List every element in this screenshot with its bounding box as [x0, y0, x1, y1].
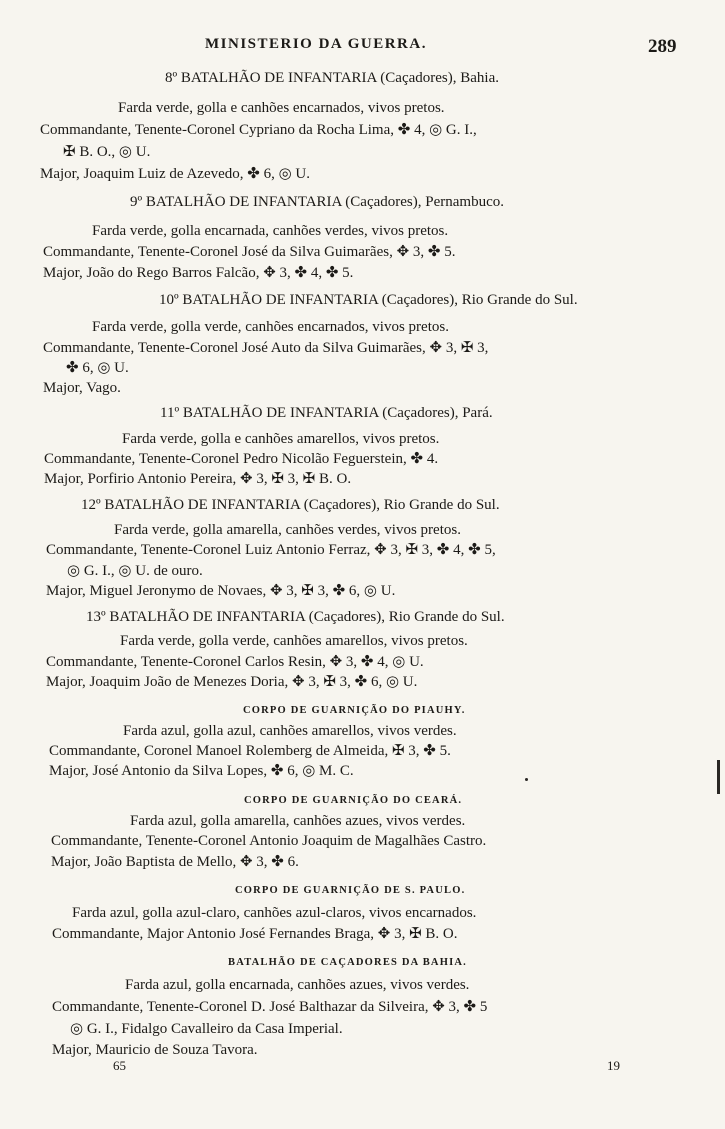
commandant-line: Commandante, Major Antonio José Fernandes Braga, ✥ 3, ✠ B. O.	[52, 926, 458, 942]
section-heading-10: 10º BATALHÃO DE INFANTARIA (Caçadores), Rio Grande do Sul.	[159, 292, 578, 308]
section-heading-12: 12º BATALHÃO DE INFANTARIA (Caçadores), Rio Grande do Sul.	[81, 497, 500, 513]
major-line: Major, João do Rego Barros Falcão, ✥ 3, ✤ 4, ✤ 5.	[43, 265, 354, 281]
page-header	[0, 36, 725, 62]
uniform-line: Farda verde, golla e canhões encarnados, vivos pretos.	[118, 100, 445, 116]
commandant-line: Commandante, Tenente-Coronel Luiz Antonio Ferraz, ✥ 3, ✠ 3, ✤ 4, ✤ 5,	[46, 542, 496, 558]
section-heading-13: 13º BATALHÃO DE INFANTARIA (Caçadores), Rio Grande do Sul.	[86, 609, 505, 625]
running-head: MINISTERIO DA GUERRA.	[205, 36, 427, 52]
section-heading-9: 9º BATALHÃO DE INFANTARIA (Caçadores), Pernambuco.	[130, 194, 504, 210]
uniform-line: Farda verde, golla verde, canhões encarnados, vivos pretos.	[92, 319, 449, 335]
commandant-line-cont: ◎ G. I., ◎ U. de ouro.	[67, 563, 203, 579]
commandant-line: Commandante, Tenente-Coronel Antonio Joaquim de Magalhães Castro.	[51, 833, 487, 849]
uniform-line: Farda azul, golla amarella, canhões azues, vivos verdes.	[130, 813, 466, 829]
commandant-line: Commandante, Tenente-Coronel D. José Balthazar da Silveira, ✥ 3, ✤ 5	[52, 999, 488, 1015]
commandant-line-cont: ✤ 6, ◎ U.	[66, 360, 129, 376]
section-heading-sao-paulo: CORPO DE GUARNIÇÃO DE S. PAULO.	[235, 885, 466, 896]
signature-mark-left: 65	[113, 1058, 126, 1073]
page-footer	[0, 1058, 725, 1078]
uniform-line: Farda azul, golla encarnada, canhões azues, vivos verdes.	[125, 977, 470, 993]
uniform-line: Farda verde, golla encarnada, canhões verdes, vivos pretos.	[92, 223, 449, 239]
commandant-line: Commandante, Tenente-Coronel Cypriano da Rocha Lima, ✤ 4, ◎ G. I.,	[40, 122, 477, 138]
section-heading-8: 8º BATALHÃO DE INFANTARIA (Caçadores), Bahia.	[165, 70, 499, 86]
commandant-line: Commandante, Tenente-Coronel José Auto da Silva Guimarães, ✥ 3, ✠ 3,	[43, 340, 489, 356]
commandant-line: Commandante, Coronel Manoel Rolemberg de Almeida, ✠ 3, ✤ 5.	[49, 743, 451, 759]
major-line: Major, Vago.	[43, 380, 121, 396]
uniform-line: Farda verde, golla verde, canhões amarellos, vivos pretos.	[120, 633, 468, 649]
ink-dot	[525, 778, 528, 781]
uniform-line: Farda verde, golla e canhões amarellos, vivos pretos.	[122, 431, 440, 447]
page-number: 289	[648, 36, 677, 57]
margin-mark	[717, 760, 720, 794]
section-heading-ceara: CORPO DE GUARNIÇÃO DO CEARÁ.	[244, 795, 463, 806]
section-heading-11: 11º BATALHÃO DE INFANTARIA (Caçadores), Pará.	[160, 405, 493, 421]
commandant-line: Commandante, Tenente-Coronel Carlos Resin, ✥ 3, ✤ 4, ◎ U.	[46, 654, 424, 670]
signature-mark-right: 19	[607, 1058, 620, 1073]
commandant-line: Commandante, Tenente-Coronel José da Silva Guimarães, ✥ 3, ✤ 5.	[43, 244, 456, 260]
commandant-line-cont: ✠ B. O., ◎ U.	[63, 144, 151, 160]
major-line: Major, Joaquim Luiz de Azevedo, ✤ 6, ◎ U.	[40, 166, 310, 182]
major-line: Major, Joaquim João de Menezes Doria, ✥ 3, ✠ 3, ✤ 6, ◎ U.	[46, 674, 418, 690]
major-line: Major, Porfirio Antonio Pereira, ✥ 3, ✠ 3, ✠ B. O.	[44, 471, 352, 487]
major-line: Major, Miguel Jeronymo de Novaes, ✥ 3, ✠ 3, ✤ 6, ◎ U.	[46, 583, 396, 599]
major-line: Major, José Antonio da Silva Lopes, ✤ 6, ◎ M. C.	[49, 763, 354, 779]
section-heading-bahia: BATALHÃO DE CAÇADORES DA BAHIA.	[228, 957, 467, 968]
commandant-line: Commandante, Tenente-Coronel Pedro Nicolão Feguerstein, ✤ 4.	[44, 451, 439, 467]
commandant-line-cont: ◎ G. I., Fidalgo Cavalleiro da Casa Imperial.	[70, 1021, 343, 1037]
uniform-line: Farda azul, golla azul-claro, canhões azul-claros, vivos encarnados.	[72, 905, 477, 921]
major-line: Major, Mauricio de Souza Tavora.	[52, 1042, 258, 1058]
uniform-line: Farda azul, golla azul, canhões amarellos, vivos verdes.	[123, 723, 457, 739]
major-line: Major, João Baptista de Mello, ✥ 3, ✤ 6.	[51, 854, 299, 870]
section-heading-piauhy: CORPO DE GUARNIÇÃO DO PIAUHY.	[243, 705, 466, 716]
uniform-line: Farda verde, golla amarella, canhões verdes, vivos pretos.	[114, 522, 461, 538]
